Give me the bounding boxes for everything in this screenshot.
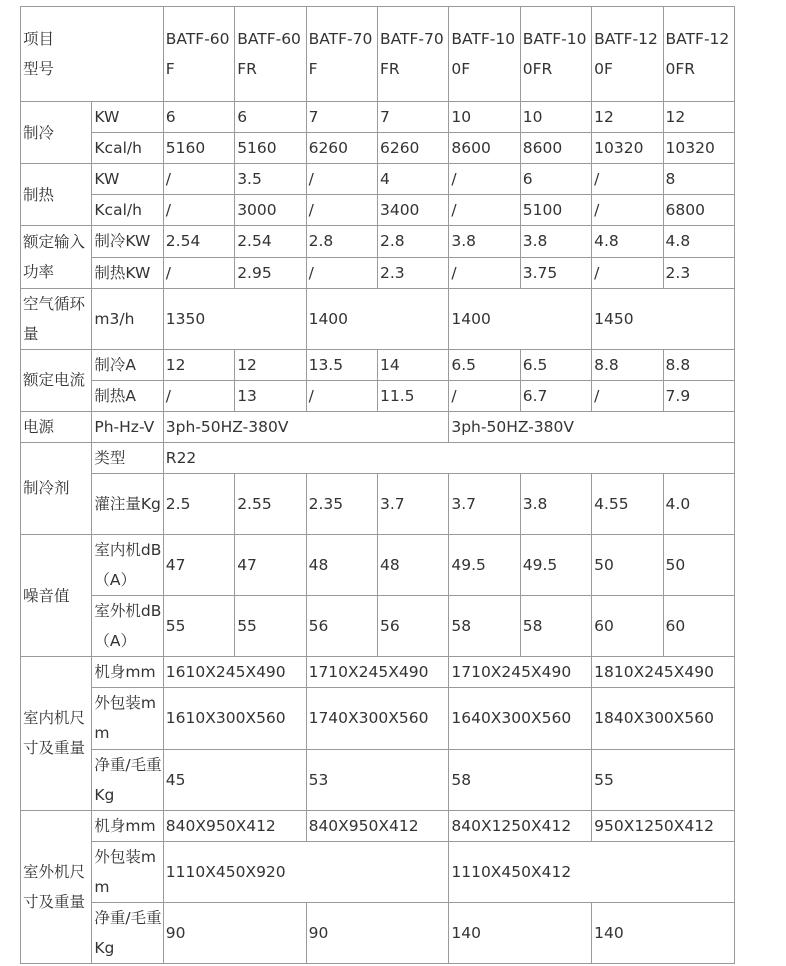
- table-cell: 8600: [449, 133, 520, 164]
- table-cell: /: [449, 257, 520, 288]
- noise-label: 噪音值: [21, 535, 92, 657]
- noise-outdoor-row: [21, 596, 735, 657]
- table-cell: 55: [592, 749, 735, 810]
- table-cell: 4.0: [663, 473, 734, 534]
- table-cell: 1840X300X560: [592, 688, 735, 749]
- header-row: [21, 7, 735, 102]
- table-cell: /: [592, 195, 663, 226]
- table-cell: 1110X450X412: [449, 841, 735, 902]
- noise-indoor-unit: 室内机dB（A）: [92, 535, 163, 596]
- table-cell: 5100: [520, 195, 591, 226]
- indoor-package-unit: 外包装mm: [92, 688, 163, 749]
- noise-outdoor-unit: 室外机dB（A）: [92, 596, 163, 657]
- table-cell: 12: [163, 349, 234, 380]
- table-cell: 6800: [663, 195, 734, 226]
- table-cell: 3.5: [235, 164, 306, 195]
- table-cell: 140: [592, 902, 735, 963]
- table-cell: 1740X300X560: [306, 688, 449, 749]
- table-cell: 840X950X412: [163, 810, 306, 841]
- table-cell: 55: [235, 596, 306, 657]
- table-cell: /: [306, 195, 377, 226]
- heating-label: 制热: [21, 164, 92, 226]
- indoor-weight-unit: 净重/毛重Kg: [92, 749, 163, 810]
- table-cell: 58: [520, 596, 591, 657]
- table-cell: 1400: [306, 288, 449, 349]
- refrigerant-type-unit: 类型: [92, 442, 163, 473]
- outdoor-body-row: [21, 810, 735, 841]
- table-cell: 50: [663, 535, 734, 596]
- table-cell: 12: [663, 102, 734, 133]
- table-cell: 45: [163, 749, 306, 810]
- table-cell: /: [449, 380, 520, 411]
- table-cell: 3.7: [449, 473, 520, 534]
- table-cell: 2.55: [235, 473, 306, 534]
- airflow-label: 空气循环量: [21, 288, 92, 349]
- table-cell: 2.8: [377, 226, 448, 257]
- power-supply-label: 电源: [21, 411, 92, 442]
- table-cell: 10: [520, 102, 591, 133]
- table-cell: 12: [235, 349, 306, 380]
- table-cell: 2.3: [377, 257, 448, 288]
- table-cell: /: [592, 164, 663, 195]
- table-cell: 50: [592, 535, 663, 596]
- rated-power-cooling-unit: 制冷KW: [92, 226, 163, 257]
- noise-indoor-row: [21, 535, 735, 596]
- indoor-dim-label: 室内机尺寸及重量: [21, 657, 92, 810]
- rated-current-label: 额定电流: [21, 349, 92, 411]
- model-header: BATF-100FR: [520, 7, 591, 102]
- table-cell: /: [592, 257, 663, 288]
- table-cell: /: [163, 164, 234, 195]
- power-supply-row: [21, 411, 735, 442]
- rated-current-cooling-unit: 制冷A: [92, 349, 163, 380]
- table-cell: 6: [163, 102, 234, 133]
- model-header: BATF-120FR: [663, 7, 734, 102]
- table-cell: 840X1250X412: [449, 810, 592, 841]
- table-cell: 1450: [592, 288, 735, 349]
- table-cell: 3.8: [520, 226, 591, 257]
- table-cell: 840X950X412: [306, 810, 449, 841]
- cooling-kcal-unit: Kcal/h: [92, 133, 163, 164]
- table-cell: 60: [663, 596, 734, 657]
- table-cell: 2.3: [663, 257, 734, 288]
- table-cell: 4: [377, 164, 448, 195]
- header-label-line2: 型号: [23, 60, 55, 79]
- outdoor-package-unit: 外包装mm: [92, 841, 163, 902]
- table-cell: 14: [377, 349, 448, 380]
- table-cell: 6.7: [520, 380, 591, 411]
- table-cell: 56: [306, 596, 377, 657]
- table-cell: 1350: [163, 288, 306, 349]
- table-cell: 1810X245X490: [592, 657, 735, 688]
- refrigerant-label: 制冷剂: [21, 442, 92, 534]
- table-cell: 13.5: [306, 349, 377, 380]
- table-cell: 5160: [163, 133, 234, 164]
- table-cell: /: [449, 195, 520, 226]
- table-cell: 3.7: [377, 473, 448, 534]
- table-cell: 4.8: [663, 226, 734, 257]
- table-cell: 8600: [520, 133, 591, 164]
- table-cell: 60: [592, 596, 663, 657]
- model-header: BATF-100F: [449, 7, 520, 102]
- table-cell: 6: [235, 102, 306, 133]
- table-cell: R22: [163, 442, 734, 473]
- airflow-unit: m3/h: [92, 288, 163, 349]
- table-cell: 6260: [306, 133, 377, 164]
- spec-table: [20, 6, 735, 964]
- table-cell: 7.9: [663, 380, 734, 411]
- table-cell: 2.5: [163, 473, 234, 534]
- table-cell: 2.8: [306, 226, 377, 257]
- refrigerant-charge-unit: 灌注量Kg: [92, 473, 163, 534]
- indoor-body-unit: 机身mm: [92, 657, 163, 688]
- outdoor-body-unit: 机身mm: [92, 810, 163, 841]
- table-cell: 1610X245X490: [163, 657, 306, 688]
- table-cell: 49.5: [520, 535, 591, 596]
- rated-power-heating-row: [21, 257, 735, 288]
- table-cell: 12: [592, 102, 663, 133]
- rated-power-label: 额定输入功率: [21, 226, 92, 288]
- table-cell: 7: [377, 102, 448, 133]
- table-cell: 90: [306, 902, 449, 963]
- table-cell: 5160: [235, 133, 306, 164]
- table-cell: 6260: [377, 133, 448, 164]
- cooling-kw-row: [21, 102, 735, 133]
- power-supply-unit: Ph-Hz-V: [92, 411, 163, 442]
- rated-power-cooling-row: [21, 226, 735, 257]
- outdoor-weight-unit: 净重/毛重Kg: [92, 902, 163, 963]
- heating-kcal-unit: Kcal/h: [92, 195, 163, 226]
- table-cell: 8.8: [663, 349, 734, 380]
- table-cell: 6: [520, 164, 591, 195]
- table-cell: 13: [235, 380, 306, 411]
- table-cell: 3400: [377, 195, 448, 226]
- table-cell: 3.8: [449, 226, 520, 257]
- table-cell: 3.8: [520, 473, 591, 534]
- table-cell: 7: [306, 102, 377, 133]
- table-cell: 10320: [592, 133, 663, 164]
- cooling-label: 制冷: [21, 102, 92, 164]
- table-cell: 3.75: [520, 257, 591, 288]
- table-cell: 4.8: [592, 226, 663, 257]
- indoor-weight-row: [21, 749, 735, 810]
- table-cell: 1710X245X490: [449, 657, 592, 688]
- table-cell: 1710X245X490: [306, 657, 449, 688]
- table-cell: 56: [377, 596, 448, 657]
- cooling-kcal-row: [21, 133, 735, 164]
- table-cell: /: [306, 164, 377, 195]
- rated-current-heating-row: [21, 380, 735, 411]
- refrigerant-type-row: [21, 442, 735, 473]
- heating-kw-row: [21, 164, 735, 195]
- rated-current-cooling-row: [21, 349, 735, 380]
- table-cell: 47: [235, 535, 306, 596]
- outdoor-weight-row: [21, 902, 735, 963]
- model-header: BATF-60F: [163, 7, 234, 102]
- table-cell: 47: [163, 535, 234, 596]
- table-cell: 2.35: [306, 473, 377, 534]
- indoor-body-row: [21, 657, 735, 688]
- table-cell: 55: [163, 596, 234, 657]
- table-cell: 48: [306, 535, 377, 596]
- table-cell: 3ph-50HZ-380V: [163, 411, 449, 442]
- airflow-row: [21, 288, 735, 349]
- table-cell: 10: [449, 102, 520, 133]
- table-cell: 2.54: [163, 226, 234, 257]
- table-cell: 2.54: [235, 226, 306, 257]
- rated-power-heating-unit: 制热KW: [92, 257, 163, 288]
- table-cell: 48: [377, 535, 448, 596]
- model-header: BATF-70FR: [377, 7, 448, 102]
- table-cell: 90: [163, 902, 306, 963]
- table-cell: 58: [449, 596, 520, 657]
- table-cell: 3ph-50HZ-380V: [449, 411, 735, 442]
- table-cell: 6.5: [449, 349, 520, 380]
- model-header: BATF-60FR: [235, 7, 306, 102]
- table-cell: 49.5: [449, 535, 520, 596]
- table-cell: 8: [663, 164, 734, 195]
- table-cell: 58: [449, 749, 592, 810]
- table-cell: 950X1250X412: [592, 810, 735, 841]
- table-cell: 1110X450X920: [163, 841, 449, 902]
- table-cell: 3000: [235, 195, 306, 226]
- table-cell: 10320: [663, 133, 734, 164]
- table-cell: 1640X300X560: [449, 688, 592, 749]
- table-cell: /: [592, 380, 663, 411]
- table-cell: /: [163, 380, 234, 411]
- table-cell: 6.5: [520, 349, 591, 380]
- table-cell: 140: [449, 902, 592, 963]
- table-cell: 11.5: [377, 380, 448, 411]
- rated-current-heating-unit: 制热A: [92, 380, 163, 411]
- cooling-kw-unit: KW: [92, 102, 163, 133]
- outdoor-dim-label: 室外机尺寸及重量: [21, 810, 92, 963]
- table-cell: /: [163, 195, 234, 226]
- table-cell: /: [449, 164, 520, 195]
- indoor-package-row: [21, 688, 735, 749]
- table-cell: /: [306, 257, 377, 288]
- table-cell: 1400: [449, 288, 592, 349]
- heating-kw-unit: KW: [92, 164, 163, 195]
- model-header: BATF-70F: [306, 7, 377, 102]
- refrigerant-charge-row: [21, 473, 735, 534]
- table-cell: /: [163, 257, 234, 288]
- header-label-cell: [21, 7, 164, 102]
- heating-kcal-row: [21, 195, 735, 226]
- table-cell: 53: [306, 749, 449, 810]
- table-cell: 1610X300X560: [163, 688, 306, 749]
- table-cell: 4.55: [592, 473, 663, 534]
- outdoor-package-row: [21, 841, 735, 902]
- header-label-line1: 项目: [23, 30, 55, 49]
- table-cell: 2.95: [235, 257, 306, 288]
- table-cell: 8.8: [592, 349, 663, 380]
- model-header: BATF-120F: [592, 7, 663, 102]
- table-cell: /: [306, 380, 377, 411]
